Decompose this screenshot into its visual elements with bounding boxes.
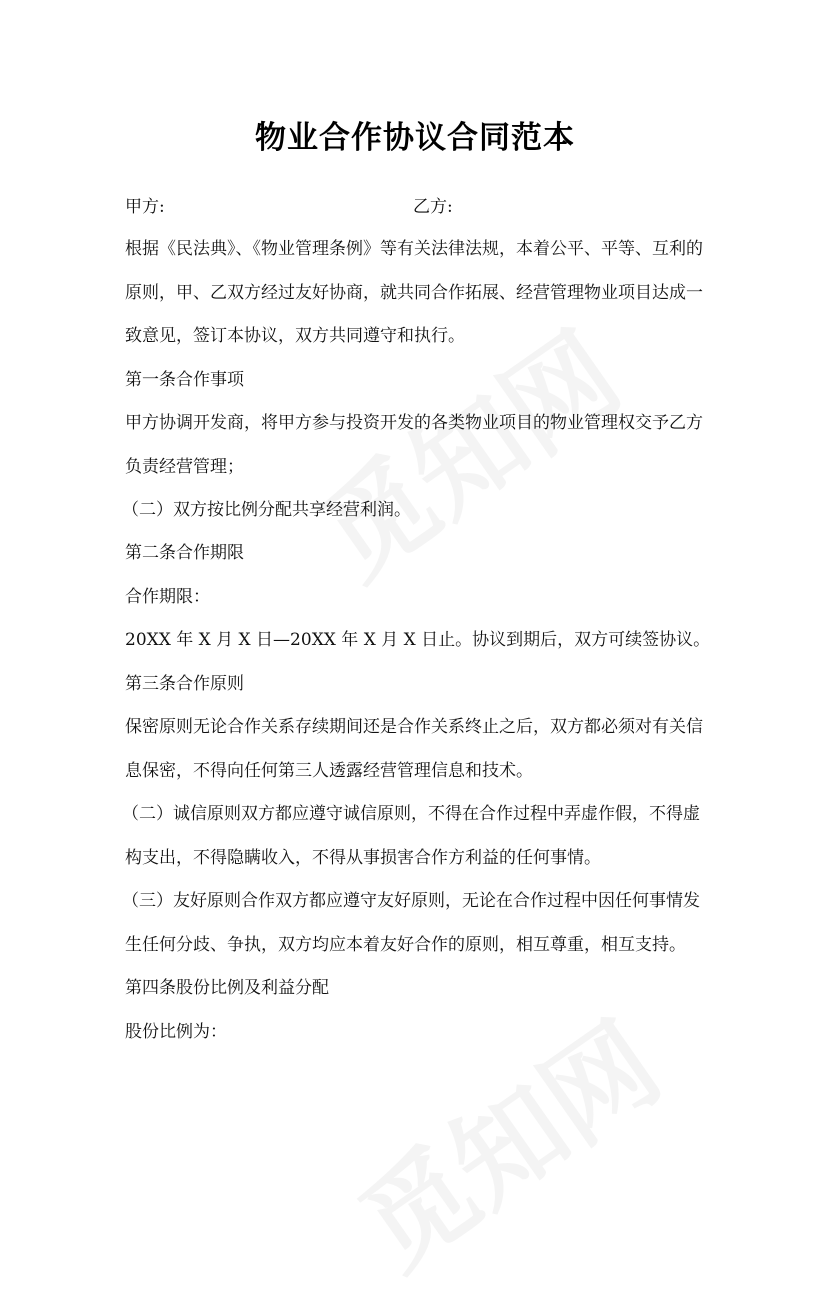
section-heading: 第一条合作事项 xyxy=(125,370,244,390)
paragraph-line: （二）双方按比例分配共享经营利润。 xyxy=(122,500,411,520)
paragraph-line: 息保密，不得向任何第三人透露经营管理信息和技术。 xyxy=(125,761,533,781)
paragraph-line: 生任何分歧、争执，双方均应本着友好合作的原则，相互尊重，相互支持。 xyxy=(125,935,686,955)
paragraph-line: （二）诚信原则双方都应遵守诚信原则，不得在合作过程中弄虚作假，不得虚 xyxy=(122,804,700,824)
section-heading: 第三条合作原则 xyxy=(125,674,244,694)
paragraph-line: 保密原则无论合作关系存续期间还是合作关系终止之后，双方都必须对有关信 xyxy=(125,717,703,737)
paragraph-line: 合作期限： xyxy=(125,587,210,607)
section-heading: 第四条股份比例及利益分配 xyxy=(125,978,329,998)
paragraph-line: 甲方协调开发商，将甲方参与投资开发的各类物业项目的物业管理权交予乙方 xyxy=(125,413,703,433)
paragraph-line: 原则，甲、乙双方经过友好协商，就共同合作拓展、经营管理物业项目达成一 xyxy=(125,283,703,303)
paragraph-line: 股份比例为： xyxy=(125,1022,227,1042)
paragraph-line: （三）友好原则合作双方都应遵守友好原则，无论在合作过程中因任何事情发 xyxy=(122,891,700,911)
paragraph-line: 负责经营管理； xyxy=(125,457,244,477)
party-a-label: 甲方: xyxy=(125,197,165,217)
watermark xyxy=(325,980,686,1298)
paragraph-line: 构支出，不得隐瞒收入，不得从事损害合作方利益的任何事情。 xyxy=(125,848,601,868)
paragraph-line: 20XX 年 X 月 X 日—20XX 年 X 月 X 日止。协议到期后，双方可续签协议。 xyxy=(125,630,711,650)
party-b-label: 乙方: xyxy=(413,197,453,217)
paragraph-line: 根据《民法典》、《物业管理条例》等有关法律法规，本着公平、平等、互利的 xyxy=(125,239,703,259)
page-title: 物业合作协议合同范本 xyxy=(255,120,575,156)
paragraph-line: 致意见，签订本协议，双方共同遵守和执行。 xyxy=(125,326,465,346)
section-heading: 第二条合作期限 xyxy=(125,543,244,563)
